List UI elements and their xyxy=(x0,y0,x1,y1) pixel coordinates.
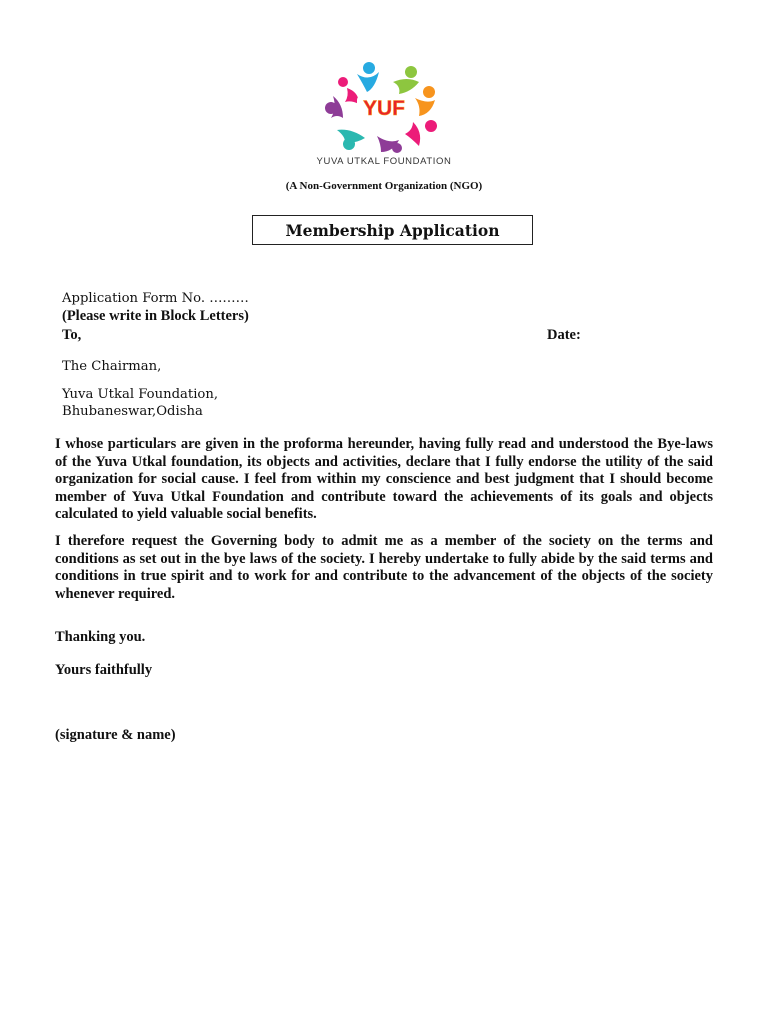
signature-label: (signature & name) xyxy=(55,727,176,743)
date-label: Date: xyxy=(547,327,581,343)
sign-off: Yours faithfully xyxy=(55,662,153,678)
application-form-no: Application Form No. ……… xyxy=(62,291,249,306)
logo xyxy=(0,52,768,174)
form-title xyxy=(252,215,533,245)
address-line-1: Yuva Utkal Foundation, xyxy=(62,387,219,402)
form-title-text: Membership Application xyxy=(285,220,500,240)
block-letters-note: (Please write in Block Letters) xyxy=(62,308,249,324)
addressee: The Chairman, xyxy=(62,359,162,374)
to-label: To, xyxy=(62,327,82,343)
ngo-note: (A Non-Government Organization (NGO) xyxy=(285,180,483,192)
thanks-line: Thanking you. xyxy=(55,629,146,645)
address-line-2: Bhubaneswar,Odisha xyxy=(62,404,203,419)
body-paragraph-2: I therefore request the Governing body to admit me as a member of the society on the terms and conditions as set out in the bye laws of the society. I hereby undertake to fully abide by the said terms and conditions in true spirit and to work for and contribute to the advancement of the objects of the society whenever required. xyxy=(55,533,713,602)
logo-letters: YUF xyxy=(363,97,405,120)
org-name: YUVA UTKAL FOUNDATION xyxy=(316,156,452,167)
body-paragraph-1: I whose particulars are given in the proforma hereunder, having fully read and understood the Bye-laws of the Yuva Utkal foundation, its objects and activities, declare that I fully endorse the utility of the said organization for social cause. I feel from within my conscience and best judgment that I should become member of Yuva Utkal Foundation and contribute toward the achievements of its goals and objects calculated to yield valuable social benefits. xyxy=(55,436,713,523)
yuf-logo-icon xyxy=(319,52,449,160)
